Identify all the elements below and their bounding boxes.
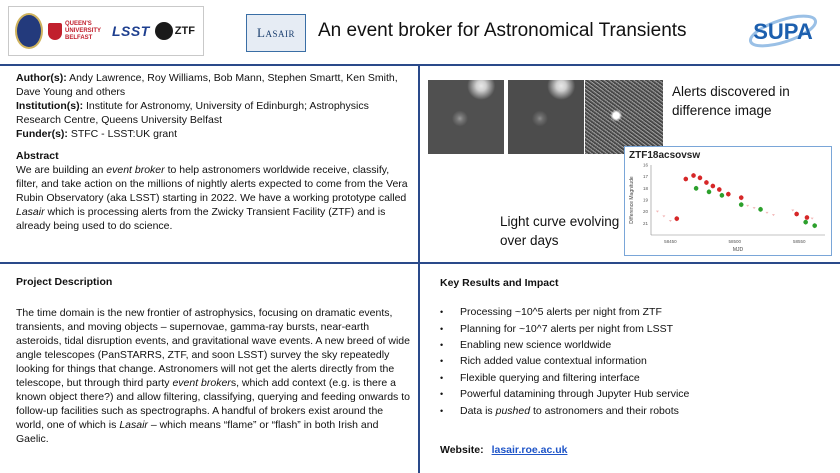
r-band-point: [674, 216, 679, 221]
g-band-point: [812, 223, 817, 228]
alerts-label: Alerts discovered in difference image: [672, 84, 790, 118]
ztf-circle-icon: [155, 22, 173, 40]
light-curve-chart: [624, 146, 832, 256]
limit-point: [669, 220, 672, 222]
lightcurve-label: Light curve evolving over days: [500, 214, 620, 248]
limit-point: [656, 211, 659, 213]
abstract-text: We are building an event broker to help astronomers worldwide receive, classify, filter, and take action on the millions of nightly alerts expected to come from the Vera Rubin Observatory (aka LSST) starting in 2022. We have a working prototype called Lasair which is processing alerts from the Zwicky Transient Facility (ZTF) and is already being used to do science.: [16, 164, 408, 232]
r-band-point: [739, 195, 744, 200]
x-axis-label: MJD: [732, 247, 744, 253]
website-link[interactable]: lasair.roe.ac.uk: [491, 444, 568, 456]
g-band-point: [694, 186, 699, 191]
r-band-point: [698, 176, 703, 181]
header: [0, 0, 840, 62]
y-tick-label: 19: [642, 197, 648, 203]
column-divider: [418, 66, 420, 473]
qub-shield-icon: [48, 23, 62, 40]
row-divider: [0, 262, 840, 264]
difference-image-panel: [585, 80, 663, 154]
authors: Author(s): Andy Lawrence, Roy Williams, Bob Mann, Stephen Smartt, Ken Smith, Dave Young and others: [16, 72, 398, 98]
bullet-icon: •: [440, 323, 444, 334]
bullet-icon: •: [440, 339, 444, 350]
r-band-point: [704, 180, 709, 185]
page-title: An event broker for Astronomical Transients: [318, 20, 687, 41]
result-item: • Powerful datamining through Jupyter Hub service: [440, 388, 690, 401]
supa-logo-text: SUPA: [753, 19, 813, 44]
g-band-point: [707, 190, 712, 195]
bullet-icon: •: [440, 389, 444, 400]
result-item: • Planning for ~10^7 alerts per night from LSST: [440, 322, 673, 335]
bullet-icon: •: [440, 372, 444, 383]
result-item: • Processing ~10^5 alerts per night from ZTF: [440, 306, 662, 319]
results-heading: Key Results and Impact: [440, 277, 559, 289]
r-band-point: [726, 192, 731, 197]
y-axis-label: Difference Magnitude: [629, 176, 635, 224]
y-tick-label: 18: [642, 185, 648, 191]
result-item: • Rich added value contextual information: [440, 355, 647, 368]
x-tick-label: 58500: [728, 239, 742, 244]
template-image-panel: [508, 80, 584, 154]
website: Website: lasair.roe.ac.uk: [440, 444, 568, 456]
r-band-point: [805, 215, 810, 220]
qub-logo-text: QUEEN'S UNIVERSITY BELFAST: [65, 20, 101, 41]
limit-point: [662, 215, 665, 217]
limit-point: [772, 214, 775, 216]
science-image-panel: [428, 80, 504, 154]
qub-logo: [48, 21, 107, 42]
result-item: • Enabling new science worldwide: [440, 338, 612, 351]
g-band-point: [720, 193, 725, 198]
r-band-point: [711, 184, 716, 189]
g-band-point: [758, 207, 763, 212]
lasair-logo: Lasair: [246, 14, 306, 52]
abstract-heading: Abstract: [16, 150, 59, 162]
bullet-icon: •: [440, 356, 444, 367]
limit-point: [753, 207, 756, 209]
limit-point: [746, 205, 749, 207]
g-band-point: [739, 202, 744, 207]
result-item: • Flexible querying and filtering interface: [440, 371, 640, 384]
institutions: Institution(s): Institute for Astronomy, University of Edinburgh; Astrophysics Research Centre, Queens University Belfast: [16, 100, 369, 126]
bullet-icon: •: [440, 405, 444, 416]
r-band-point: [717, 187, 722, 192]
results-list: [440, 304, 830, 419]
funders: Funder(s): STFC - LSST:UK grant: [16, 128, 178, 140]
x-tick-label: 58550: [792, 239, 806, 244]
supa-logo: [742, 8, 824, 54]
x-tick-label: 58450: [664, 239, 677, 244]
light-curve-plot: [625, 161, 831, 255]
y-tick-label: 20: [642, 209, 648, 215]
info-section: [16, 71, 408, 233]
y-tick-label: 17: [642, 174, 648, 180]
y-tick-label: 16: [642, 162, 648, 168]
project-description: The time domain is the new frontier of astrophysics, focusing on dramatic events, transients, and moving objects – supernovae, gamma-ray bursts, near-earth asteroids, tidal disruption events, and gravitational wave events. A new breed of wide angle telescopes (PanSTARRS, ZTF, and soon LSST) survey the sky repeatedly looking for things that change. Astronomers will not get the alerts directly from the telescope, but through third party event brokers, which add context (e.g. is there a known object there?) and allow filtering, classifying, querying and feeding onwards to follow-up facilities such as spectrographs. A handful of brokers exist around the world, one of which is Lasair – which means “flame” or “flash” in both Irish and Gaelic.: [16, 307, 410, 445]
bullet-icon: •: [440, 307, 444, 318]
lsst-logo: LSST: [112, 23, 150, 39]
limit-point: [791, 210, 794, 212]
r-band-point: [691, 173, 696, 178]
g-band-point: [803, 220, 808, 225]
r-band-point: [684, 177, 689, 182]
y-tick-label: 21: [642, 220, 648, 226]
limit-point: [811, 218, 814, 220]
partner-logos: [8, 6, 204, 56]
r-band-point: [794, 212, 799, 217]
chart-title: ZTF18acsovsw: [629, 150, 701, 161]
limit-point: [766, 212, 769, 214]
ztf-logo: [155, 22, 195, 40]
project-heading: Project Description: [16, 276, 113, 288]
edinburgh-crest-logo: [15, 13, 43, 49]
result-item: • Data is pushed to astronomers and their robots: [440, 404, 679, 417]
header-divider: [0, 64, 840, 66]
ztf-logo-text: ZTF: [174, 25, 195, 37]
